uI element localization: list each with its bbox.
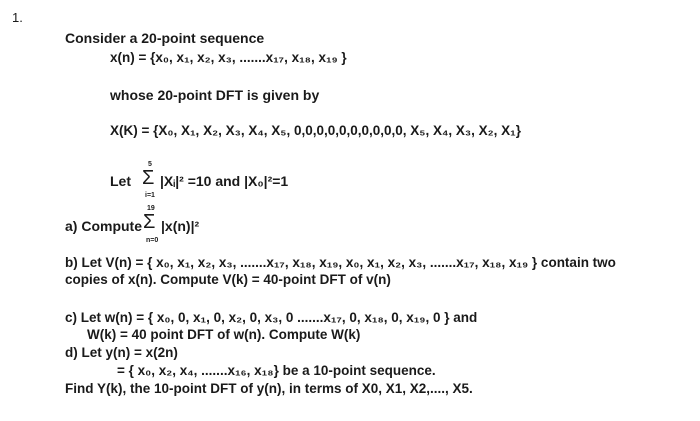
sum-lower-limit: i=1: [145, 192, 155, 199]
part-a-prefix: a) Compute: [65, 218, 142, 234]
part-c-line-2: W(k) = 40 point DFT of w(n). Compute W(k): [87, 327, 361, 342]
part-b-line-1: b) Let V(n) = { x₀, x₁, x₂, x₃, .......x₁₇, x₁₈, x₁₉, x₀, x₁, x₂, x₃, .......x₁₇, x₁₈, x₁₉ } contain two: [65, 255, 616, 270]
let-condition-text: |Xᵢ|² =10 and |X₀|²=1: [160, 173, 289, 189]
part-d-line-3: Find Y(k), the 10-point DFT of y(n), in terms of X0, X1, X2,...., X5.: [65, 381, 473, 396]
sum-upper-limit: 5: [148, 161, 152, 168]
intro-text: Consider a 20-point sequence: [65, 30, 265, 46]
part-d-line-2: = { x₀, x₂, x₄, .......x₁₆, x₁₈} be a 10-point sequence.: [117, 363, 436, 378]
problem-number: 1.: [12, 10, 23, 25]
let-label: Let: [110, 173, 131, 189]
part-b-line-2: copies of x(n). Compute V(k) = 40-point DFT of v(n): [65, 272, 391, 287]
X-definition: X(K) = {X₀, X₁, X₂, X₃, X₄, X₅, 0,0,0,0,0,0,0,0,0,0, X₅, X₄, X₃, X₂, X₁}: [110, 123, 522, 138]
sigma-symbol: Σ: [143, 211, 156, 233]
x-definition: x(n) = {x₀, x₁, x₂, x₃, .......x₁₇, x₁₈, x₁₉ }: [110, 50, 347, 65]
sum-upper-limit: 19: [147, 205, 155, 212]
sigma-symbol: Σ: [142, 167, 155, 189]
sum-lower-limit: n=0: [146, 237, 159, 244]
part-a-expression: |x(n)|²: [161, 218, 200, 234]
part-c-line-1: c) Let w(n) = { x₀, 0, x₁, 0, x₂, 0, x₃, 0 .......x₁₇, 0, x₁₈, 0, x₁₉, 0 } and: [65, 310, 478, 325]
part-d-line-1: d) Let y(n) = x(2n): [65, 345, 178, 360]
dft-intro-text: whose 20-point DFT is given by: [110, 87, 320, 103]
